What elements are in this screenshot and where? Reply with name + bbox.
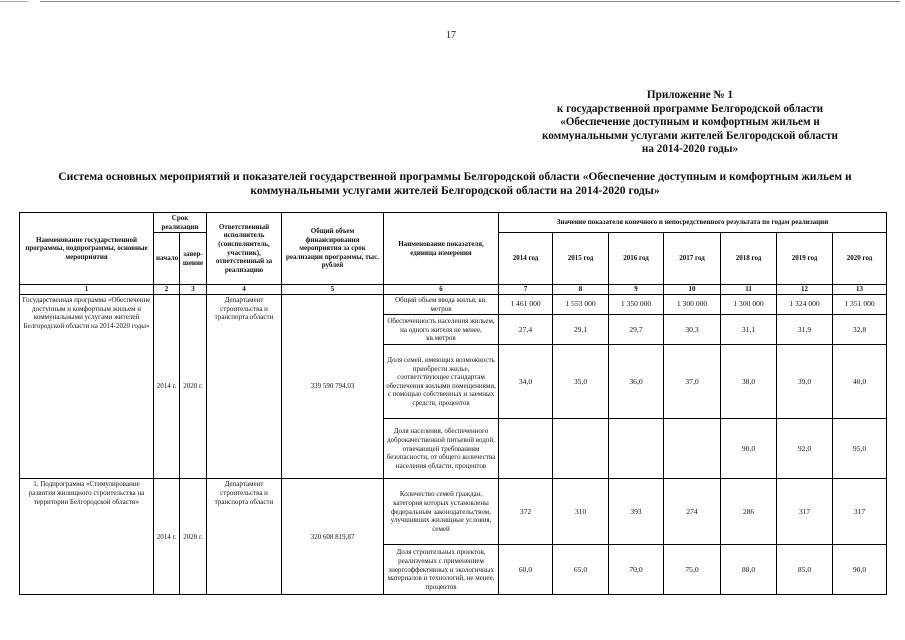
- indicator-name: Доля населения, обеспеченного доброкачественной питьевой водой, отвечающей требованиям безопасности, от общего количества населения области, процентов: [384, 419, 499, 479]
- indicator-value: 1 351 000: [833, 295, 887, 315]
- subprogram-start: 2014 г.: [154, 479, 180, 595]
- header-year: 2016 год: [609, 233, 664, 285]
- indicator-value: 1 324 000: [777, 295, 833, 315]
- indicator-value: 317: [777, 479, 833, 545]
- indicator-value: 372: [499, 479, 553, 545]
- indicator-value: [553, 419, 609, 479]
- indicator-value: 1 350 000: [609, 295, 664, 315]
- indicator-value: 31,1: [721, 315, 777, 345]
- column-number: 13: [833, 285, 887, 295]
- indicator-value: [499, 419, 553, 479]
- appendix-header: [490, 89, 890, 157]
- indicator-value: 37,0: [664, 345, 721, 419]
- indicator-value: 36,0: [609, 345, 664, 419]
- subprogram-executor: Департамент строительства и транспорта области: [207, 479, 282, 595]
- indicator-name: Доля семей, имеющих возможность приобрести жилье, соответствующее стандартам обеспечения жилыми помещениями, с помощью собственных и заемных средств, процентов: [384, 345, 499, 419]
- header-year: 2015 год: [553, 233, 609, 285]
- indicator-value: 1 461 000: [499, 295, 553, 315]
- indicator-value: 1 300 000: [721, 295, 777, 315]
- header-year: 2017 год: [664, 233, 721, 285]
- indicator-value: 393: [609, 479, 664, 545]
- indicator-value: 40,0: [833, 345, 887, 419]
- indicator-value: 274: [664, 479, 721, 545]
- measures-table: [19, 212, 887, 595]
- program-funding: 339 590 794,03: [282, 295, 384, 479]
- indicator-value: 29,7: [609, 315, 664, 345]
- indicator-name: Доля строительных проектов, реализуемых с применением энергоэффективных и экологичных материалов и технологий, не менее, процентов: [384, 545, 499, 595]
- indicator-value: 27,4: [499, 315, 553, 345]
- header-start: начало: [154, 233, 180, 285]
- indicator-value: [609, 419, 664, 479]
- indicator-value: 34,0: [499, 345, 553, 419]
- header-name: Наименование государственной программы, подпрограммы, основные мероприятия: [20, 213, 154, 285]
- column-number: 8: [553, 285, 609, 295]
- subprogram-end: 2020 г.: [180, 479, 207, 595]
- header-term: Срок реализации: [154, 213, 207, 233]
- column-number-row: [20, 285, 887, 295]
- program-executor: Департамент строительства и транспорта области: [207, 295, 282, 479]
- subprogram-name: 1. Подпрограмма «Стимулирование развития жилищного строительства на территории Белгородской области»: [20, 479, 154, 595]
- subprogram-funding: 320 608 819,87: [282, 479, 384, 595]
- header-year: 2018 год: [721, 233, 777, 285]
- indicator-value: 35,0: [553, 345, 609, 419]
- indicator-value: 85,0: [777, 545, 833, 595]
- column-number: 10: [664, 285, 721, 295]
- header-year: 2014 год: [499, 233, 553, 285]
- table-row: [20, 479, 887, 545]
- program-name: Государственная программа «Обеспечение доступным и комфортным жильем и коммунальными услугами жителей Белгородской области на 2014-2020 годы»: [20, 295, 154, 479]
- indicator-value: 65,0: [553, 545, 609, 595]
- indicator-value: 90,0: [721, 419, 777, 479]
- indicator-name: Количество семей граждан, категория которых установлены федеральным законодательством, улучшивших жилищные условия, семей: [384, 479, 499, 545]
- top-border-left: [0, 1, 28, 2]
- indicator-value: 29,1: [553, 315, 609, 345]
- indicator-value: 92,0: [777, 419, 833, 479]
- indicator-value: 286: [721, 479, 777, 545]
- indicator-value: 310: [553, 479, 609, 545]
- indicator-value: 70,0: [609, 545, 664, 595]
- column-number: 11: [721, 285, 777, 295]
- appendix-line-5: на 2014-2020 годы»: [641, 143, 739, 155]
- title-line-2: коммунальными услугами жителей Белгородской области на 2014-2020 годы»: [250, 184, 660, 197]
- indicator-value: 38,0: [721, 345, 777, 419]
- title-line-1: Система основных мероприятий и показателей государственной программы Белгородской области «Обеспечение доступным и комфортным жильем и: [58, 170, 852, 183]
- table-row: [20, 295, 887, 315]
- column-number: 2: [154, 285, 180, 295]
- column-number: 6: [384, 285, 499, 295]
- indicator-value: 95,0: [833, 419, 887, 479]
- program-end: 2020 г.: [180, 295, 207, 479]
- appendix-line-1: Приложение № 1: [646, 89, 734, 101]
- indicator-value: 32,8: [833, 315, 887, 345]
- column-number: 7: [499, 285, 553, 295]
- indicator-value: 39,0: [777, 345, 833, 419]
- indicator-value: 60,0: [499, 545, 553, 595]
- indicator-name: Обеспеченность населения жильем, на одного жителя не менее, кв.метров: [384, 315, 499, 345]
- indicator-value: [664, 419, 721, 479]
- indicator-value: 31,9: [777, 315, 833, 345]
- header-indicator: Наименование показателя, единица измерения: [384, 213, 499, 285]
- indicator-value: 90,0: [833, 545, 887, 595]
- top-border: [40, 1, 900, 2]
- indicator-value: 30,3: [664, 315, 721, 345]
- column-number: 1: [20, 285, 154, 295]
- appendix-line-3: «Обеспечение доступным и комфортным жильем и: [560, 116, 820, 128]
- column-number: 3: [180, 285, 207, 295]
- header-funding: Общий объем финансирования мероприятия за срок реализации программы, тыс. рублей: [282, 213, 384, 285]
- indicator-value: 1 553 000: [553, 295, 609, 315]
- column-number: 9: [609, 285, 664, 295]
- indicator-value: 75,0: [664, 545, 721, 595]
- column-number: 5: [282, 285, 384, 295]
- appendix-line-2: к государственной программе Белгородской области: [556, 102, 824, 115]
- indicator-name: Общий объем ввода жилья, кв. метров: [384, 295, 499, 315]
- indicator-value: 80,0: [721, 545, 777, 595]
- header-year: 2019 год: [777, 233, 833, 285]
- header-end: завер-шение: [180, 233, 207, 285]
- column-number: 4: [207, 285, 282, 295]
- appendix-line-4: коммунальными услугами жителей Белгородской области: [542, 129, 838, 142]
- header-executor: Ответственный исполнитель (соисполнитель, участник), ответственный за реализацию: [207, 213, 282, 285]
- document-title: [20, 170, 890, 198]
- indicator-value: 1 300 000: [664, 295, 721, 315]
- indicator-value: 317: [833, 479, 887, 545]
- program-start: 2014 г.: [154, 295, 180, 479]
- header-year: 2020 год: [833, 233, 887, 285]
- header-values-group: Значение показателя конечного и непосредственного результата по годам реализации: [499, 213, 887, 233]
- column-number: 12: [777, 285, 833, 295]
- page-number: 17: [446, 30, 456, 41]
